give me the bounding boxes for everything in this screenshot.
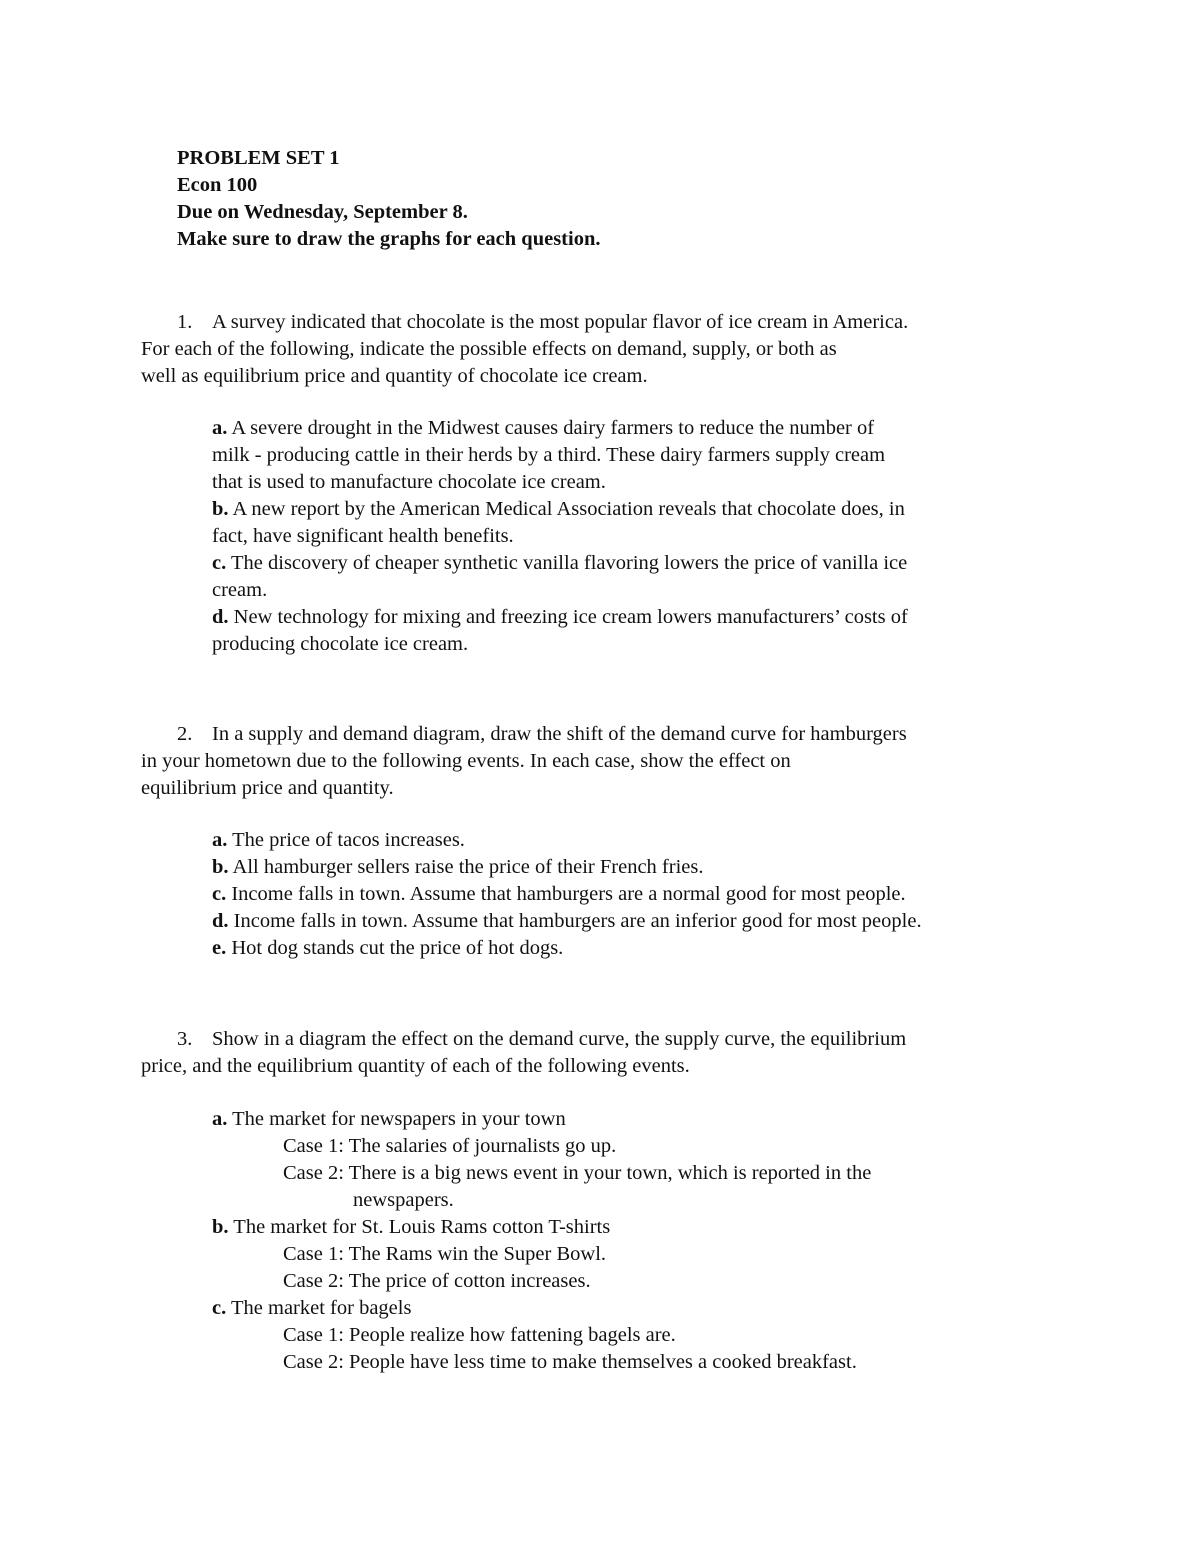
instruction: Make sure to draw the graphs for each question. (177, 228, 601, 250)
item-label: c. (212, 552, 227, 574)
item-label: d. (212, 606, 229, 628)
q1-line: A survey indicated that chocolate is the most popular flavor of ice cream in America. (212, 311, 909, 333)
q2-number: 2. (177, 723, 193, 745)
item-label: b. (212, 498, 229, 520)
q1-item-a-cont: that is used to manufacture chocolate ice cream. (212, 471, 606, 493)
q3-item-b-case2: Case 2: The price of cotton increases. (283, 1270, 591, 1292)
q3-item-b (212, 1214, 610, 1241)
item-label: a. (212, 829, 228, 851)
q3-number: 3. (177, 1028, 193, 1050)
item-text: Income falls in town. Assume that hamburgers are a normal good for most people. (231, 883, 906, 905)
q3-item-a-case1: Case 1: The salaries of journalists go up. (283, 1135, 617, 1157)
q1-item-b-cont: fact, have significant health benefits. (212, 525, 514, 547)
item-label: b. (212, 1216, 229, 1238)
q2-item-d (212, 908, 922, 935)
item-text: The discovery of cheaper synthetic vanilla flavoring lowers the price of vanilla ice (231, 552, 908, 574)
item-label: a. (212, 417, 228, 439)
q1-item-c-cont: cream. (212, 579, 268, 601)
item-label: e. (212, 937, 227, 959)
q2-line: in your hometown due to the following events. In each case, show the effect on (141, 750, 791, 772)
q2-line: equilibrium price and quantity. (141, 777, 394, 799)
q1-line: well as equilibrium price and quantity of chocolate ice cream. (141, 365, 648, 387)
q1-item-a (212, 415, 874, 442)
q1-item-d (212, 604, 908, 631)
q3-item-a-case2-cont: newspapers. (353, 1189, 454, 1211)
item-text: The price of tacos increases. (232, 829, 465, 851)
q1-number: 1. (177, 311, 193, 333)
item-label: b. (212, 856, 229, 878)
item-label: c. (212, 883, 227, 905)
item-text: New technology for mixing and freezing ice cream lowers manufacturers’ costs of (233, 606, 908, 628)
q3-item-a-case2: Case 2: There is a big news event in your town, which is reported in the (283, 1162, 872, 1184)
q2-item-c (212, 881, 906, 908)
q3-line: Show in a diagram the effect on the demand curve, the supply curve, the equilibrium (212, 1028, 907, 1050)
q1-item-d-cont: producing chocolate ice cream. (212, 633, 469, 655)
item-text: The market for newspapers in your town (232, 1108, 566, 1130)
due-date: Due on Wednesday, September 8. (177, 201, 468, 223)
item-label: a. (212, 1108, 228, 1130)
q3-item-c-case1: Case 1: People realize how fattening bagels are. (283, 1324, 676, 1346)
item-text: A new report by the American Medical Association reveals that chocolate does, in (232, 498, 905, 520)
q3-line: price, and the equilibrium quantity of each of the following events. (141, 1055, 690, 1077)
q2-item-b (212, 854, 703, 881)
item-text: Hot dog stands cut the price of hot dogs. (231, 937, 564, 959)
q1-item-b (212, 496, 905, 523)
course-name: Econ 100 (177, 174, 258, 196)
item-text: All hamburger sellers raise the price of their French fries. (232, 856, 704, 878)
q2-line: In a supply and demand diagram, draw the shift of the demand curve for hamburgers (212, 723, 907, 745)
item-label: c. (212, 1297, 227, 1319)
q1-item-c (212, 550, 907, 577)
item-text: Income falls in town. Assume that hamburgers are an inferior good for most people. (233, 910, 922, 932)
item-text: The market for bagels (231, 1297, 412, 1319)
q1-item-a-cont: milk - producing cattle in their herds by a third. These dairy farmers supply cream (212, 444, 886, 466)
item-text: A severe drought in the Midwest causes dairy farmers to reduce the number of (231, 417, 875, 439)
q3-item-b-case1: Case 1: The Rams win the Super Bowl. (283, 1243, 607, 1265)
q2-item-e (212, 935, 563, 962)
q3-item-a (212, 1106, 566, 1133)
q2-item-a (212, 827, 465, 854)
q3-item-c-case2: Case 2: People have less time to make themselves a cooked breakfast. (283, 1351, 857, 1373)
q3-item-c (212, 1295, 411, 1322)
item-text: The market for St. Louis Rams cotton T-shirts (233, 1216, 611, 1238)
item-label: d. (212, 910, 229, 932)
q1-line: For each of the following, indicate the possible effects on demand, supply, or both as (141, 338, 837, 360)
problem-set-title: PROBLEM SET 1 (177, 147, 340, 169)
